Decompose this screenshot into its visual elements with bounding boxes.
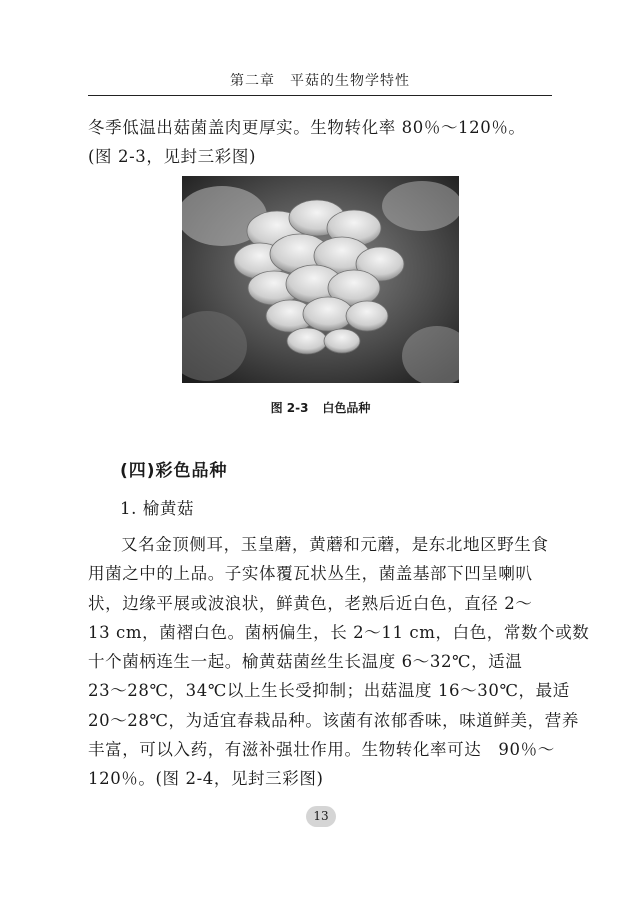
page-number: 13 (306, 806, 336, 827)
figure-label: 图 2-3 (270, 401, 309, 415)
subsection-heading: 1. 榆黄菇 (120, 499, 195, 518)
text-line: 冬季低温出菇菌盖肉更厚实。生物转化率 80％～120％。 (88, 118, 526, 137)
text-line: (图 2-3，见封三彩图) (88, 147, 256, 167)
figure-caption-text: 白色品种 (322, 401, 371, 415)
section-heading: (四)彩色品种 (120, 461, 228, 481)
text-line: 23～28℃，34℃以上生长受抑制；出菇温度 16～30℃，最适 (88, 681, 570, 701)
header-rule (88, 95, 552, 96)
intro-paragraph (88, 113, 554, 172)
text-line: 120％。(图 2-4，见封三彩图) (88, 769, 324, 789)
text-line: 13 cm，菌褶白色。菌柄偏生，长 2～11 cm，白色，常数个或数 (88, 622, 590, 642)
body-paragraph (88, 530, 590, 794)
text-line: 十个菌柄连生一起。榆黄菇菌丝生长温度 6～32℃，适温 (88, 652, 523, 672)
text-line: 20～28℃，为适宜春栽品种。该菌有浓郁香味，味道鲜美，营养 (88, 710, 579, 730)
text-line: 用菌之中的上品。子实体覆瓦状丛生，菌盖基部下凹呈喇叭 (88, 564, 533, 584)
text-line: 状，边缘平展或波浪状，鲜黄色，老熟后近白色，直径 2～ (88, 593, 533, 613)
figure-caption (0, 399, 641, 416)
text-line: 丰富，可以入药，有滋补强壮作用。生物转化率可达 90％～ (88, 740, 555, 760)
text-line: 又名金顶侧耳，玉皇蘑，黄蘑和元蘑，是东北地区野生食 (121, 535, 549, 554)
running-head: 第二章 平菇的生物学特性 (230, 73, 410, 89)
mushroom-photo (182, 176, 459, 383)
